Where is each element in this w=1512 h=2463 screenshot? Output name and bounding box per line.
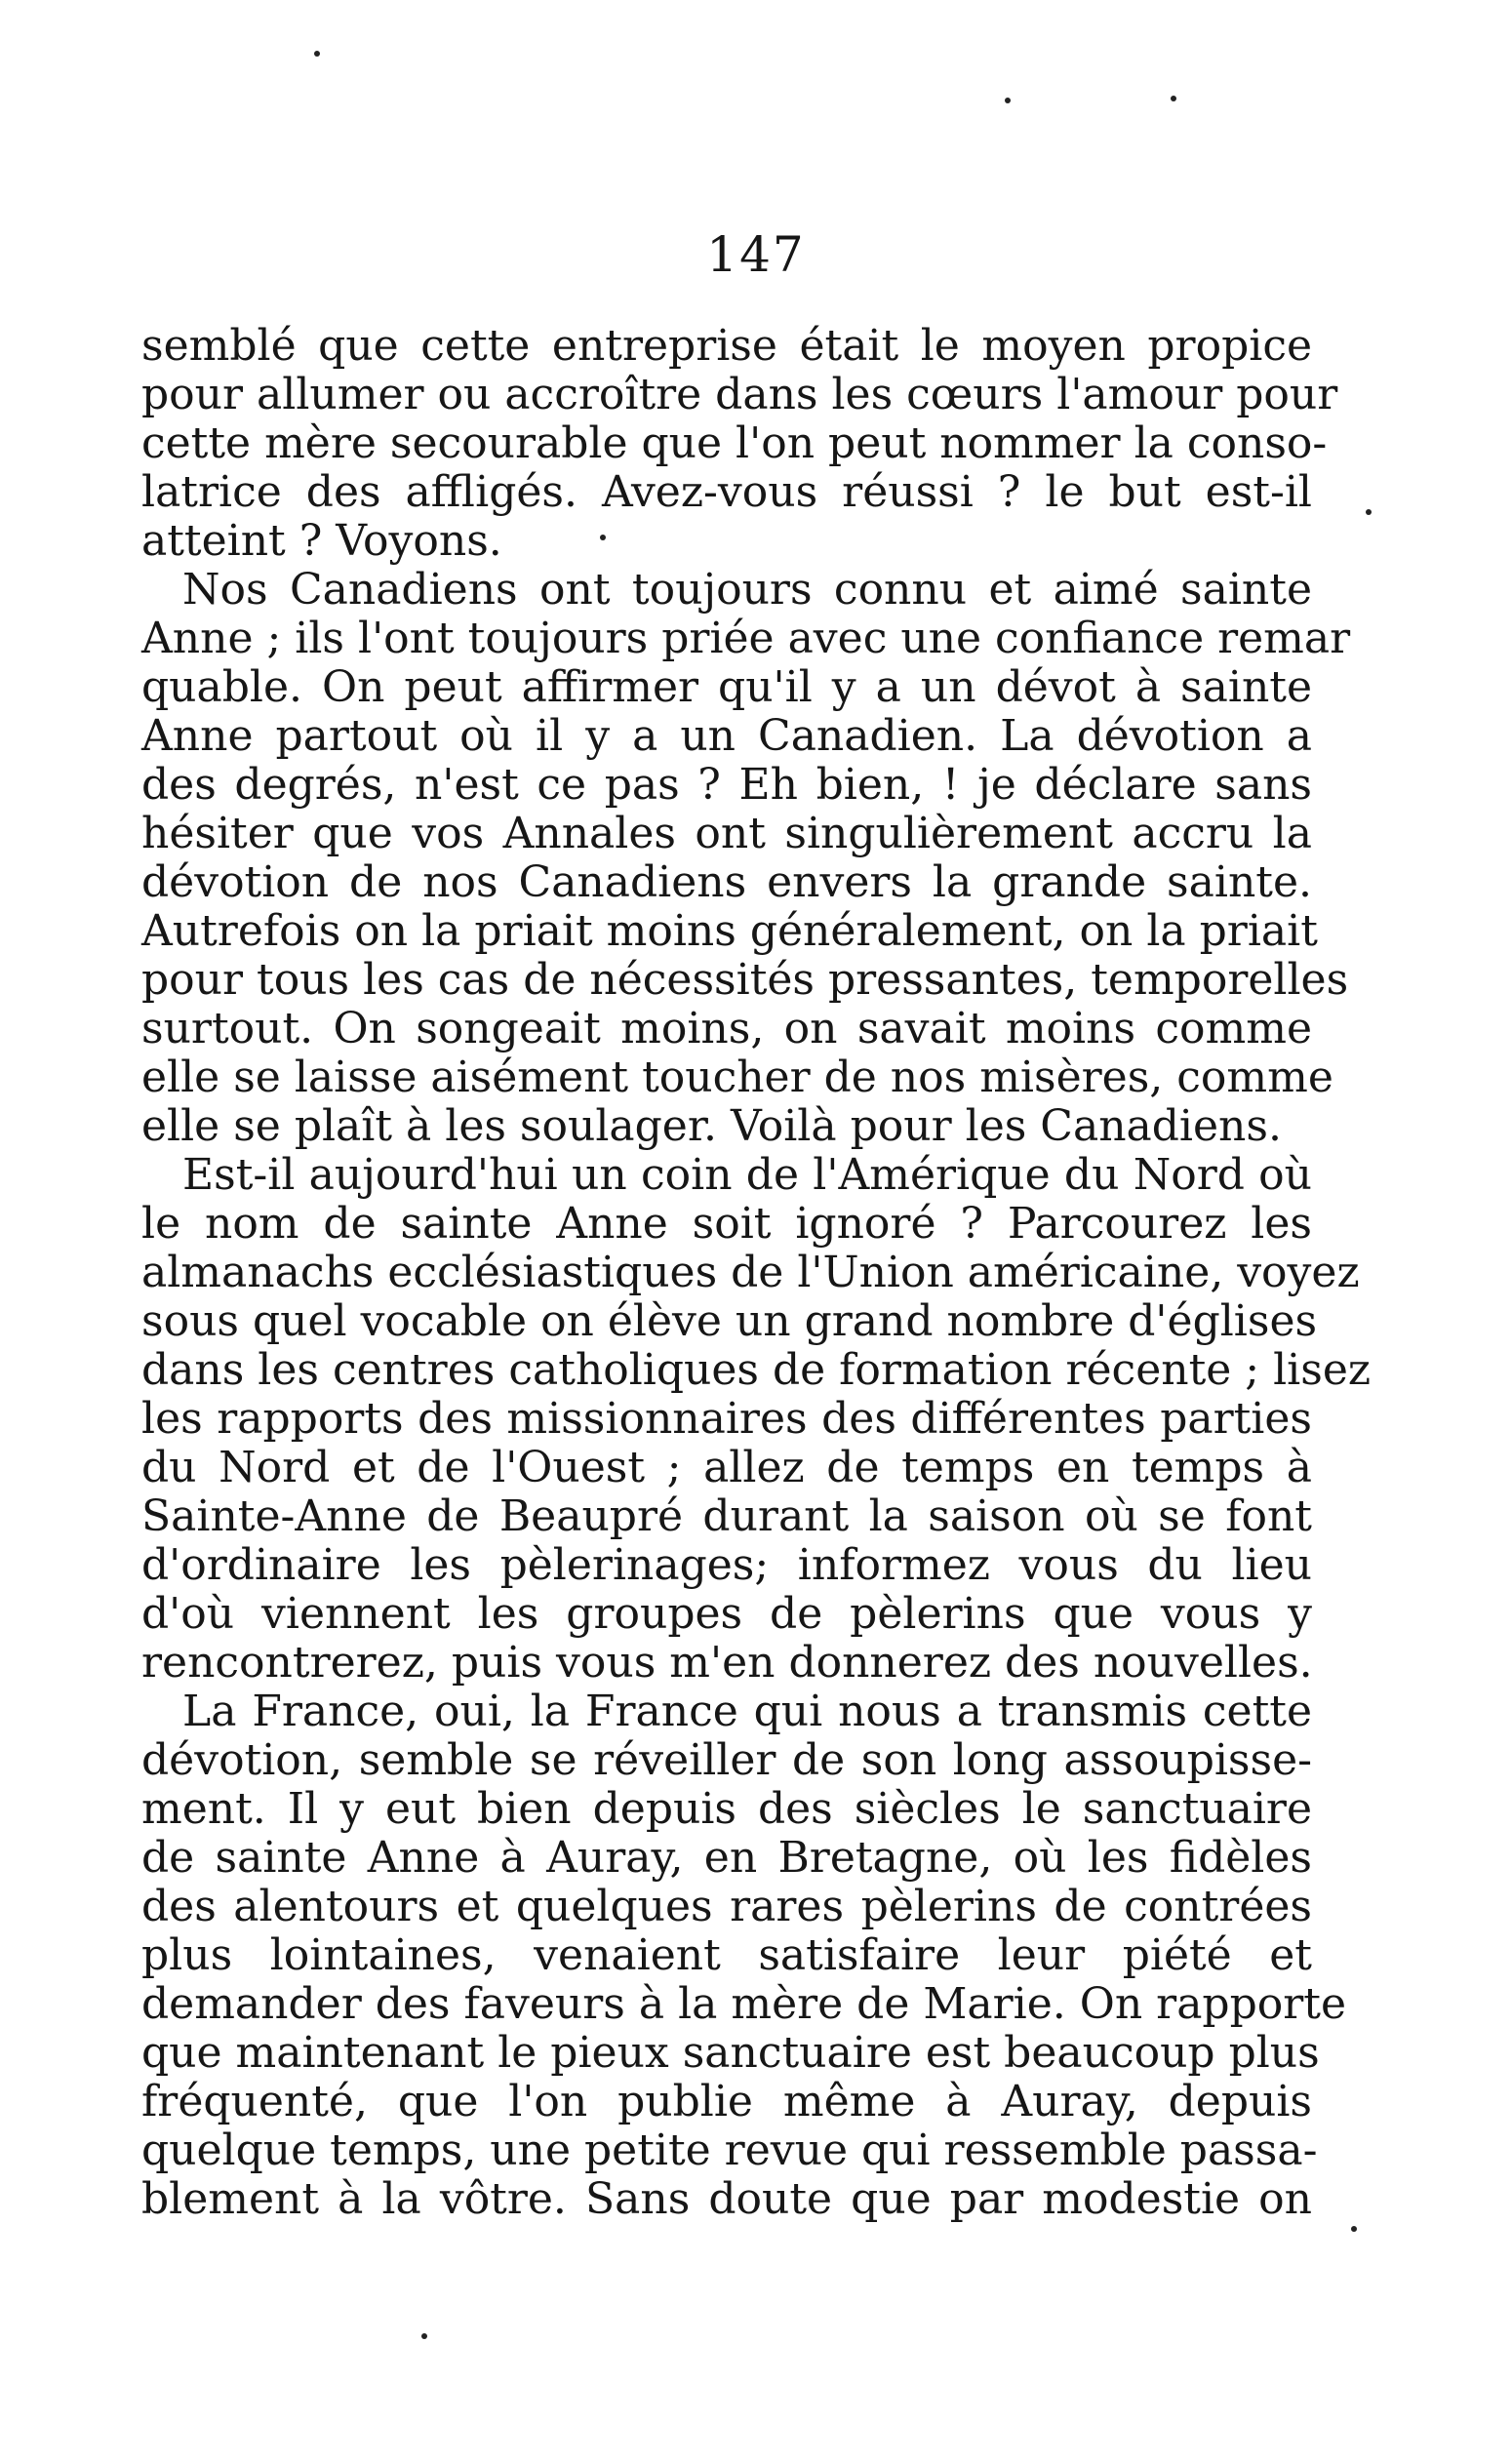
page-number: 147 — [706, 226, 806, 283]
paragraph-start: Nos Canadiens ont toujours connu et aimé sainte — [182, 565, 1312, 615]
text-line: quelque temps, une petite revue qui ressemble passa- — [141, 2125, 1318, 2175]
text-line: sous quel vocable on élève un grand nombre d'églises — [141, 1296, 1318, 1346]
text-line: hésiter que vos Annales ont singulièrement accru la — [141, 809, 1312, 858]
text-line: plus lointaines, venaient satisfaire leur piété et — [141, 1930, 1312, 1980]
text-line: demander des faveurs à la mère de Marie. On rapporte — [141, 1979, 1347, 2029]
text-line: d'où viennent les groupes de pèlerins que vous y — [141, 1589, 1312, 1639]
text-line: d'ordinaire les pèlerinages; informez vous du lieu — [141, 1540, 1312, 1590]
paragraph-start: La France, oui, la France qui nous a transmis cette — [182, 1687, 1312, 1736]
text-line: atteint ? Voyons. — [141, 516, 502, 566]
text-line: Sainte-Anne de Beaupré durant la saison où se font — [141, 1491, 1312, 1541]
text-line: blement à la vôtre. Sans doute que par modestie on — [141, 2174, 1312, 2224]
text-line: latrice des affligés. Avez-vous réussi ? le but est-il — [141, 467, 1312, 517]
text-line: quable. On peut affirmer qu'il y a un dévot à sainte — [141, 662, 1312, 712]
text-line: Anne ; ils l'ont toujours priée avec une confiance remar — [141, 614, 1351, 663]
text-line: almanachs ecclésiastiques de l'Union américaine, voyez — [141, 1248, 1360, 1297]
text-line: les rapports des missionnaires des différentes parties — [141, 1394, 1312, 1444]
text-line: dévotion de nos Canadiens envers la grande sainte. — [141, 857, 1312, 907]
text-line: ment. Il y eut bien depuis des siècles le sanctuaire — [141, 1784, 1312, 1834]
text-line: elle se plaît à les soulager. Voilà pour les Canadiens. — [141, 1101, 1282, 1151]
body-text — [141, 321, 1372, 2224]
text-line: le nom de sainte Anne soit ignoré ? Parcourez les — [141, 1199, 1312, 1249]
paragraph-start: Est-il aujourd'hui un coin de l'Amérique du Nord où — [182, 1150, 1312, 1200]
text-line: surtout. On songeait moins, on savait moins comme — [141, 1004, 1312, 1053]
text-line: des alentours et quelques rares pèlerins de contrées — [141, 1882, 1312, 1931]
text-line: cette mère secourable que l'on peut nommer la conso- — [141, 418, 1328, 468]
text-line: semblé que cette entreprise était le moyen propice — [141, 321, 1312, 371]
text-line: du Nord et de l'Ouest ; allez de temps en temps à — [141, 1443, 1312, 1492]
text-line: pour tous les cas de nécessités pressantes, temporelles — [141, 955, 1349, 1005]
text-line: Anne partout où il y a un Canadien. La dévotion a — [141, 711, 1312, 761]
text-line: pour allumer ou accroître dans les cœurs l'amour pour — [141, 370, 1338, 419]
text-line: Autrefois on la priait moins généralement, on la priait — [141, 906, 1318, 956]
text-line: que maintenant le pieux sanctuaire est beaucoup plus — [141, 2028, 1320, 2078]
text-line: rencontrerez, puis vous m'en donnerez des nouvelles. — [141, 1638, 1313, 1688]
text-line: de sainte Anne à Auray, en Bretagne, où les fidèles — [141, 1833, 1312, 1883]
text-line: fréquenté, que l'on publie même à Auray, depuis — [141, 2077, 1312, 2126]
text-line: dévotion, semble se réveiller de son long assoupisse- — [141, 1735, 1312, 1785]
text-line: des degrés, n'est ce pas ? Eh bien, ! je déclare sans — [141, 760, 1312, 810]
text-line: elle se laisse aisément toucher de nos misères, comme — [141, 1053, 1333, 1102]
text-line: dans les centres catholiques de formation récente ; lisez — [141, 1345, 1372, 1395]
